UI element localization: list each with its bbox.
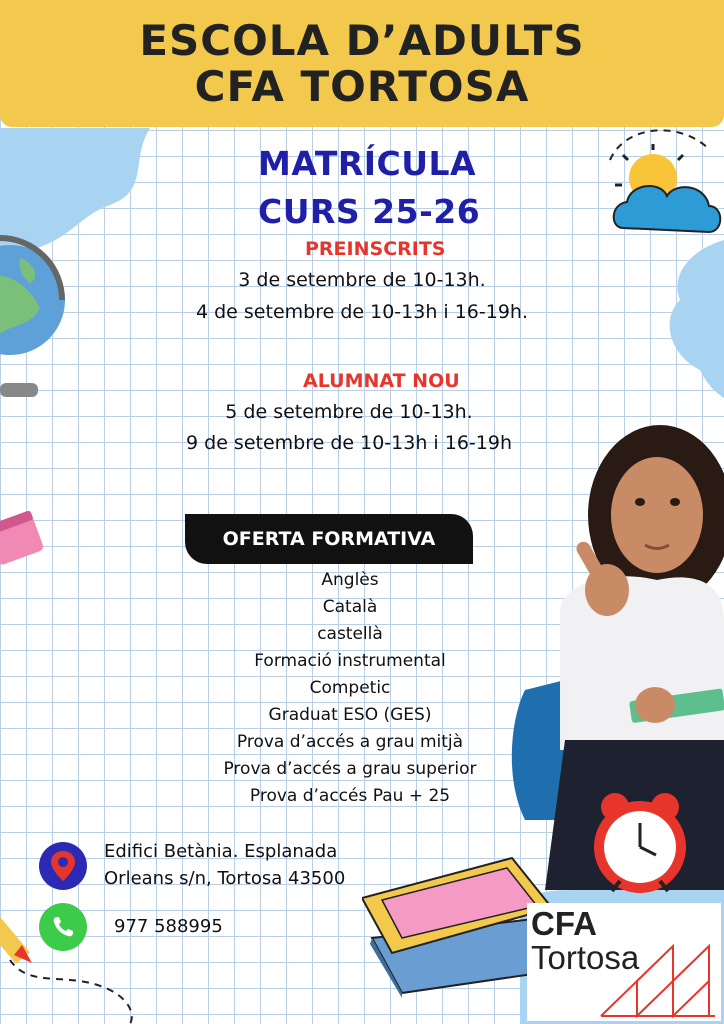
new-students-date1: 5 de setembre de 10-13h. <box>225 401 473 423</box>
phone-number: 977 588995 <box>114 916 223 937</box>
alarm-clock-icon <box>590 785 690 905</box>
course-item: castellà <box>317 624 383 644</box>
course-item: Competic <box>309 678 391 698</box>
header-banner <box>0 0 724 127</box>
enrollment-title-line1: MATRÍCULA <box>258 144 477 183</box>
offer-label: OFERTA FORMATIVA <box>185 514 473 564</box>
sun-cloud-icon <box>605 140 724 260</box>
course-item: Graduat ESO (GES) <box>268 705 432 725</box>
address-line1: Edifici Betània. Esplanada <box>104 841 338 862</box>
cfa-logo <box>527 903 721 1021</box>
logo-text-line2: Tortosa <box>531 939 640 976</box>
dashed-curve <box>10 960 132 1024</box>
course-list <box>150 567 550 810</box>
school-name-line1: ESCOLA D’ADULTS <box>139 15 585 65</box>
preregistered-date2: 4 de setembre de 10-13h i 16-19h. <box>195 301 529 323</box>
new-students-date2: 9 de setembre de 10-13h i 16-19h <box>186 432 512 454</box>
phone-icon <box>39 903 87 951</box>
school-name-line2: CFA TORTOSA <box>194 61 530 111</box>
course-item: Anglès <box>321 570 379 590</box>
course-item: Formació instrumental <box>254 651 446 671</box>
address <box>104 838 345 892</box>
address-line2: Orleans s/n, Tortosa 43500 <box>104 868 346 889</box>
course-item: Prova d’accés a grau mitjà <box>236 732 464 752</box>
enrollment-title-line2: CURS 25-26 <box>258 192 481 231</box>
course-item: Català <box>322 597 378 617</box>
pencil-icon <box>0 905 44 965</box>
new-students-heading: ALUMNAT NOU <box>303 370 460 392</box>
pencil-case-icon <box>0 505 44 575</box>
location-pin-icon <box>39 842 87 890</box>
course-item: Prova d’accés Pau + 25 <box>249 786 451 806</box>
course-item: Prova d’accés a grau superior <box>223 759 477 779</box>
preregistered-date1: 3 de setembre de 10-13h. <box>238 269 486 291</box>
logo-text-line1: CFA <box>531 905 597 942</box>
preregistered-heading: PREINSCRITS <box>305 238 446 260</box>
logo-mark <box>597 931 719 1019</box>
